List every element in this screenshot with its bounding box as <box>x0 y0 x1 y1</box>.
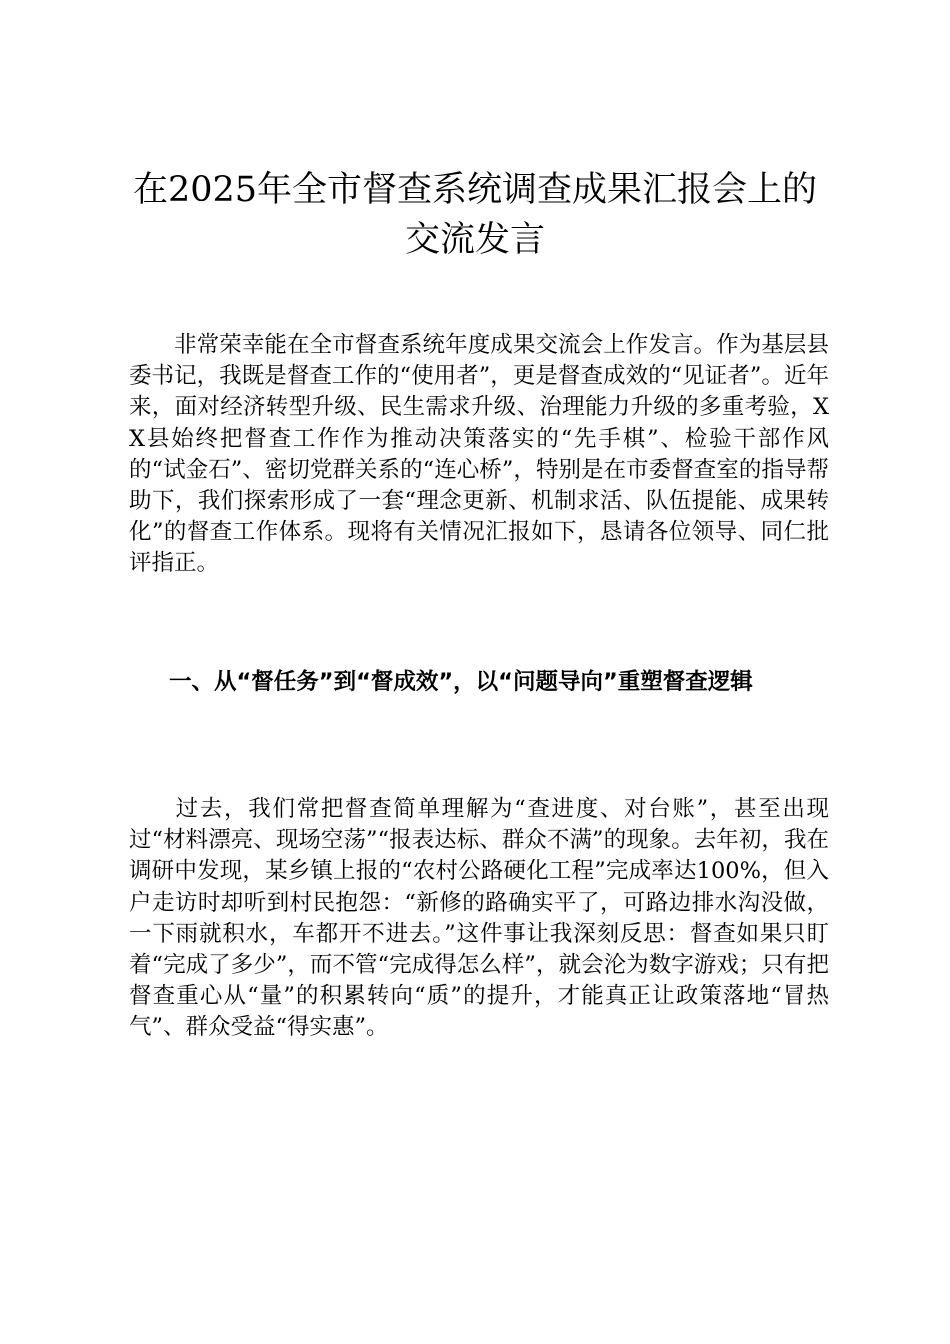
title-line-1: 在2025年全市督查系统调查成果汇报会上的 <box>132 170 818 210</box>
intro-paragraph <box>129 330 829 580</box>
intro-paragraph-text: 非常荣幸能在全市督查系统年度成果交流会上作发言。作为基层县委书记，我既是督查工作的“使用者”，更是督查成效的“见证者”。近年来，面对经济转型升级、民生需求升级、治理能力升级的多重考验，XX县始终把督查工作作为推动决策落实的“先手棋”、检验干部作风的“试金石”、密切党群关系的“连心桥”，特别是在市委督查室的指导帮助下，我们探索形成了一套“理念更新、机制求活、队伍提能、成果转化”的督查工作体系。现将有关情况汇报如下，恳请各位领导、同仁批评指正。 <box>129 332 829 577</box>
section-heading-text: 一、从“督任务”到“督成效”，以“问题导向”重塑督查逻辑 <box>169 669 753 695</box>
section-heading <box>129 667 829 698</box>
body-paragraph <box>129 794 829 1044</box>
body-paragraph-text: 过去，我们常把督查简单理解为“查进度、对台账”，甚至出现过“材料漂亮、现场空荡”“报表达标、群众不满”的现象。去年初，我在调研中发现，某乡镇上报的“农村公路硬化工程”完成率达100%，但入户走访时却听到村民抱怨：“新修的路确实平了，可路边排水沟没做，一下雨就积水，车都开不进去。”这件事让我深刻反思：督查如果只盯着“完成了多少”，而不管“完成得怎么样”，就会沦为数字游戏；只有把督查重心从“量”的积累转向“质”的提升，才能真正让政策落地“冒热气”、群众受益“得实惠”。 <box>129 796 829 1041</box>
title-line-2: 交流发言 <box>404 220 545 260</box>
document-title <box>100 165 850 265</box>
